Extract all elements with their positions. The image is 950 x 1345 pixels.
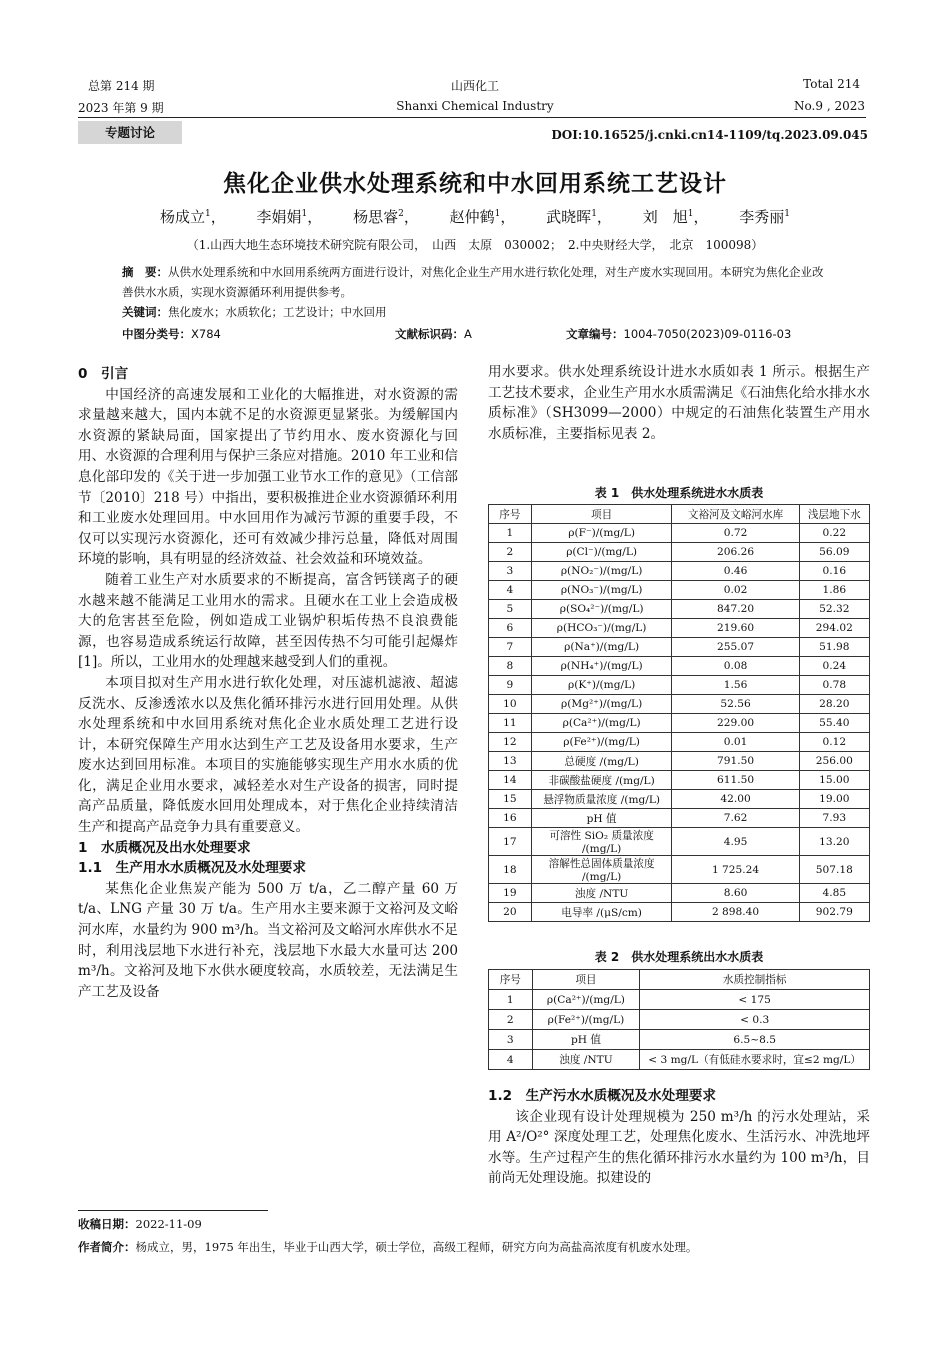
header-total-en: Total 214 <box>803 77 860 91</box>
author: 武晓晖$^1$， <box>546 208 612 226</box>
paper-title: 焦化企业供水处理系统和中水回用系统工艺设计 <box>223 171 727 197</box>
header-issue-number: 2023 年第 9 期 <box>78 101 164 115</box>
table-cell: 0.08 <box>672 657 799 676</box>
table-cell: 0.12 <box>799 733 869 752</box>
table-cell: ρ(NH₄⁺)/(mg/L) <box>531 657 672 676</box>
paragraph: 用水要求。供水处理系统设计进水水质如表 1 所示。根据生产工艺技术要求，企业生产用水水质需满足《石油焦化给水排水水质标准》（SH3099—2000）中规定的石油焦化装置生产用水水质标准，主要指标见表 2。 <box>488 364 870 442</box>
author: 李娟娟$^1$， <box>256 208 323 226</box>
table-header-row <box>489 970 870 990</box>
table-row <box>489 790 870 809</box>
table-cell: 溶解性总固体质量浓度 /(mg/L) <box>531 856 672 884</box>
author: 杨成立$^1$， <box>159 208 226 226</box>
table-cell: 255.07 <box>672 638 799 657</box>
table-cell: 611.50 <box>672 771 799 790</box>
table-cell: 浊度 /NTU <box>532 1050 640 1070</box>
table-cell: 8.60 <box>672 884 799 903</box>
table-cell: 1 <box>489 524 532 543</box>
subsection-heading: 1.2 生产污水水质概况及水处理要求 <box>488 1088 716 1104</box>
table-cell: 7.62 <box>672 809 799 828</box>
table-header-cell: 水质控制指标 <box>640 970 870 990</box>
paragraph: 本项目拟对生产用水进行软化处理，对压滤机滤液、超滤反洗水、反渗透浓水以及焦化循环排污水进行回用处理。从供水处理系统和中水回用系统对焦化企业水质处理工艺进行设计，本研究保障生产用水达到生产工艺及设备用水要求，生产废水达到回用标准。本项目的实施能够实现生产用水水质的优化，满足企业用水要求，减轻差水对生产设备的损害，同时提高产品质量，降低废水回用处理成本，对于焦化企业持续清洁生产和提高产品竞争力具有重要意义。 <box>78 674 458 836</box>
paragraph: 随着工业生产对水质要求的不断提高，富含钙镁离子的硬水越来越不能满足工业用水的需求。且硬水在工业上会造成极大的危害甚至危险，例如造成工业锅炉积垢传热不良浪费能源，也容易造成系统运行故障，甚至因传热不匀可能引起爆炸[1]。所以，工业用水的处理越来越受到人们的重视。 <box>78 571 458 671</box>
table-row <box>489 638 870 657</box>
table-header-cell: 项目 <box>531 505 672 524</box>
table-cell: 902.79 <box>799 903 869 922</box>
table-cell: ρ(F⁻)/(mg/L) <box>531 524 672 543</box>
table-cell: 8 <box>489 657 532 676</box>
table2 <box>488 969 870 1070</box>
table-cell: 12 <box>489 733 532 752</box>
table-row <box>489 771 870 790</box>
table-row <box>489 657 870 676</box>
table-header-row <box>489 505 870 524</box>
table-cell: < 3 mg/L（有低硅水要求时，宜≤2 mg/L） <box>640 1050 870 1070</box>
column-tag: 专题讨论 <box>78 121 182 144</box>
table-cell: 4 <box>489 1050 533 1070</box>
table-cell: ρ(Ca²⁺)/(mg/L) <box>531 714 672 733</box>
table1 <box>488 504 870 922</box>
table-row <box>489 695 870 714</box>
table-cell: 2 <box>489 543 532 562</box>
table-cell: ρ(K⁺)/(mg/L) <box>531 676 672 695</box>
table-cell: 791.50 <box>672 752 799 771</box>
table-header-cell: 浅层地下水 <box>799 505 869 524</box>
table-header-cell: 序号 <box>489 505 532 524</box>
table-row <box>489 676 870 695</box>
table-cell: 5 <box>489 600 532 619</box>
table-cell: ρ(Fe²⁺)/(mg/L) <box>531 733 672 752</box>
table-cell: 可溶性 SiO₂ 质量浓度 /(mg/L) <box>531 828 672 856</box>
table-cell: ρ(SO₄²⁻)/(mg/L) <box>531 600 672 619</box>
table-cell: pH 值 <box>532 1030 640 1050</box>
table-row <box>489 856 870 884</box>
table-row <box>489 581 870 600</box>
table-cell: 3 <box>489 1030 533 1050</box>
table-row <box>489 562 870 581</box>
table-row <box>489 903 870 922</box>
table-cell: 847.20 <box>672 600 799 619</box>
table-row <box>489 809 870 828</box>
table-row <box>489 600 870 619</box>
table-header-cell: 序号 <box>489 970 533 990</box>
table-cell: 19 <box>489 884 532 903</box>
table-cell: 0.01 <box>672 733 799 752</box>
table-cell: 11 <box>489 714 532 733</box>
table-cell: 229.00 <box>672 714 799 733</box>
table-cell: 15 <box>489 790 532 809</box>
table-cell: 3 <box>489 562 532 581</box>
table-cell: 9 <box>489 676 532 695</box>
table-cell: ρ(Mg²⁺)/(mg/L) <box>531 695 672 714</box>
table-cell: 17 <box>489 828 532 856</box>
table-cell: 13 <box>489 752 532 771</box>
table-cell: 219.60 <box>672 619 799 638</box>
table2-caption: 表 2 供水处理系统出水水质表 <box>594 950 764 964</box>
table-cell: 4 <box>489 581 532 600</box>
table-cell: ρ(Cl⁻)/(mg/L) <box>531 543 672 562</box>
table-cell: 10 <box>489 695 532 714</box>
table-cell: 6 <box>489 619 532 638</box>
table-cell: 52.56 <box>672 695 799 714</box>
table-cell: 20 <box>489 903 532 922</box>
table-cell: ρ(HCO₃⁻)/(mg/L) <box>531 619 672 638</box>
header-journal-cn: 山西化工 <box>450 79 499 93</box>
table-cell: 42.00 <box>672 790 799 809</box>
table-cell: < 0.3 <box>640 1010 870 1030</box>
table-cell: 0.46 <box>672 562 799 581</box>
table-cell: 非碳酸盐硬度 /(mg/L) <box>531 771 672 790</box>
table-cell: 0.22 <box>799 524 869 543</box>
table-cell: 14 <box>489 771 532 790</box>
table-cell: pH 值 <box>531 809 672 828</box>
table-cell: 浊度 /NTU <box>531 884 672 903</box>
table-cell: 悬浮物质量浓度 /(mg/L) <box>531 790 672 809</box>
table-row <box>489 1050 870 1070</box>
table-cell: 电导率 /(μS/cm) <box>531 903 672 922</box>
table-cell: 2 898.40 <box>672 903 799 922</box>
table-cell: 13.20 <box>799 828 869 856</box>
table-cell: 206.26 <box>672 543 799 562</box>
table-row <box>489 828 870 856</box>
table-cell: 52.32 <box>799 600 869 619</box>
table-row <box>489 884 870 903</box>
author-bio: 作者简介：杨成立，男，1975 年出生，毕业于山西大学，硕士学位，高级工程师，研究方向为高盐高浓度有机废水处理。 <box>78 1240 698 1254</box>
right-column-top <box>488 362 870 444</box>
abstract-text: 摘 要：从供水处理系统和中水回用系统两方面进行设计，对焦化企业生产用水进行软化处理，对生产废水实现回用。本研究为焦化企业改善供水水质，实现水资源循环利用提供参考。 <box>122 265 824 299</box>
section-heading: 1 水质概况及出水处理要求 <box>78 839 251 856</box>
table-cell: 294.02 <box>799 619 869 638</box>
table-cell: 1.56 <box>672 676 799 695</box>
author: 赵仲鹤$^1$， <box>449 208 516 226</box>
table-cell: 0.02 <box>672 581 799 600</box>
section-heading: 0 引言 <box>78 366 129 382</box>
table-header-cell: 项目 <box>532 970 640 990</box>
subsection-heading: 1.1 生产用水水质概况及水处理要求 <box>78 860 306 877</box>
table-cell: 1.86 <box>799 581 869 600</box>
table-cell: 1 725.24 <box>672 856 799 884</box>
table-cell: 51.98 <box>799 638 869 657</box>
table-cell: 15.00 <box>799 771 869 790</box>
table-cell: 18 <box>489 856 532 884</box>
header-issue-total: 总第 214 期 <box>88 79 155 93</box>
header-number-en: No.9 , 2023 <box>794 99 865 113</box>
table-cell: 6.5~8.5 <box>640 1030 870 1050</box>
document-code: 文献标识码：A <box>395 327 472 341</box>
author-list <box>0 206 950 227</box>
paragraph: 某焦化企业焦炭产能为 500 万 t/a，乙二醇产量 60 万 t/a、LNG 产量 30 万 t/a。生产用水主要来源于文裕河及文峪河水库，水量约为 900 m³/h。当文裕河及文峪河水库供水不足时，利用浅层地下水进行补充，浅层地下水最大水量可达 200 m³/h。文裕河及地下水供水硬度较高，水质较差，无法满足生产工艺及设备 <box>78 880 458 1000</box>
table-cell: 0.72 <box>672 524 799 543</box>
table-cell: ρ(NO₃⁻)/(mg/L) <box>531 581 672 600</box>
table-cell: 55.40 <box>799 714 869 733</box>
affiliation: （1.山西大地生态环境技术研究院有限公司， 山西 太原 030002； 2.中央财经大学， 北京 100098） <box>186 238 764 252</box>
table1-caption: 表 1 供水处理系统进水水质表 <box>594 486 764 500</box>
doi: DOI:10.16525/j.cnki.cn14-1109/tq.2023.09.045 <box>551 128 868 142</box>
table-cell: 4.85 <box>799 884 869 903</box>
table-cell: 28.20 <box>799 695 869 714</box>
table-cell: 507.18 <box>799 856 869 884</box>
article-number: 文章编号：1004-7050(2023)09-0116-03 <box>566 327 792 341</box>
table-row <box>489 1030 870 1050</box>
header-journal-en: Shanxi Chemical Industry <box>396 99 554 113</box>
footnote-rule <box>78 1210 268 1211</box>
table-row <box>489 990 870 1010</box>
table-cell: 256.00 <box>799 752 869 771</box>
author: 杨思睿$^2$， <box>353 208 419 226</box>
paragraph: 该企业现有设计处理规模为 250 m³/h 的污水处理站，采用 A²/O²° 深度处理工艺，处理焦化废水、生活污水、冲洗地坪水等。生产过程产生的焦化循环排污水水量约为 100 m³/h，目前尚无处理设施。拟建设的 <box>488 1108 870 1187</box>
table-cell: 2 <box>489 1010 533 1030</box>
table-cell: 16 <box>489 809 532 828</box>
table-row <box>489 733 870 752</box>
table-cell: ρ(Na⁺)/(mg/L) <box>531 638 672 657</box>
clc-number: 中图分类号：X784 <box>122 327 221 341</box>
header-rule <box>78 117 866 118</box>
table-cell: 总硬度 /(mg/L) <box>531 752 672 771</box>
table-cell: 56.09 <box>799 543 869 562</box>
table-cell: 0.16 <box>799 562 869 581</box>
table-cell: 7.93 <box>799 809 869 828</box>
table-cell: ρ(Ca²⁺)/(mg/L) <box>532 990 640 1010</box>
table-cell: 0.24 <box>799 657 869 676</box>
table-cell: 1 <box>489 990 533 1010</box>
abstract <box>122 262 832 322</box>
received-date: 收稿日期：2022-11-09 <box>78 1217 202 1231</box>
table-row <box>489 752 870 771</box>
table-row <box>489 543 870 562</box>
right-column-bottom <box>488 1086 870 1189</box>
table-cell: 0.78 <box>799 676 869 695</box>
table-row <box>489 619 870 638</box>
table-cell: ρ(Fe²⁺)/(mg/L) <box>532 1010 640 1030</box>
table-header-cell: 文裕河及文峪河水库 <box>672 505 799 524</box>
table-cell: 4.95 <box>672 828 799 856</box>
keywords: 关键词：焦化废水；水质软化；工艺设计；中水回用 <box>122 305 387 319</box>
table-cell: < 175 <box>640 990 870 1010</box>
author: 李秀丽$^1$ <box>739 208 791 226</box>
table-row <box>489 1010 870 1030</box>
paragraph: 中国经济的高速发展和工业化的大幅推进，对水资源的需求量越来越大，国内本就不足的水资源更显紧张。为缓解国内水资源的紧缺局面，国家提出了节约用水、废水资源化与回用、水资源的合理利用与保护三条应对措施。2010 年工业和信息化部印发的《关于进一步加强工业节水工作的意见》（工信部节〔2010〕218 号）中指出，要积极推进企业水资源循环利用和工业废水处理回用。中水回用作为减污节源的重要手段，不仅可以实现污水资源化，还可有效减少排污总量，降低对周围环境的影响，具有明显的经济效益、社会效益和环境效益。 <box>78 386 458 568</box>
table-cell: ρ(NO₂⁻)/(mg/L) <box>531 562 672 581</box>
table-row <box>489 524 870 543</box>
table-cell: 7 <box>489 638 532 657</box>
table-row <box>489 714 870 733</box>
left-column <box>78 364 458 1002</box>
author: 刘 旭$^1$， <box>642 208 709 226</box>
table-cell: 19.00 <box>799 790 869 809</box>
